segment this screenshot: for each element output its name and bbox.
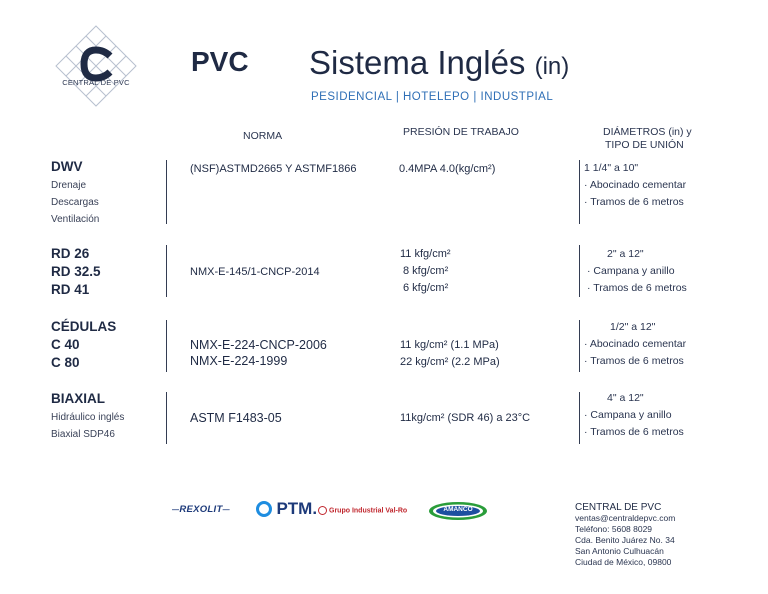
- contact-email[interactable]: ventas@centraldepvc.com: [575, 513, 676, 523]
- diam-line: · Abocinado cementar: [584, 179, 687, 191]
- section-biaxial: [0, 390, 768, 446]
- cedulas-norma: [190, 337, 327, 369]
- diam-line: 2" a 12": [607, 248, 644, 260]
- diam-line: · Tramos de 6 metros: [587, 282, 687, 294]
- divider: [579, 160, 580, 224]
- divider: [166, 320, 167, 372]
- biaxial-line: Hidráulico inglés: [51, 412, 125, 423]
- rexolit-logo: —REXOLIT—: [172, 504, 230, 515]
- pvc-heading: PVC: [191, 46, 249, 77]
- section-cedulas: [0, 318, 768, 374]
- contact-address-line: Ciudad de México, 09800: [575, 557, 672, 567]
- column-diametros-line2: TIPO DE UNIÓN: [605, 139, 684, 151]
- logo-text: CENTRAL DE PVC: [62, 78, 130, 87]
- cedulas-diametros: [584, 319, 686, 370]
- title-unit: (in): [534, 53, 570, 80]
- diam-line: · Campana y anillo: [587, 265, 675, 277]
- valro-circle-icon: [318, 506, 327, 515]
- cedulas-title: C 80: [51, 355, 80, 370]
- contact-phone: Teléfono: 5608 8029: [575, 524, 653, 534]
- valro-text: Grupo Industrial Val-Ro: [329, 507, 408, 515]
- divider: [579, 320, 580, 372]
- divider: [579, 245, 580, 297]
- column-diametros: [603, 126, 713, 152]
- norma-line: NMX-E-224-CNCP-2006: [190, 338, 327, 352]
- rd-norma: NMX-E-145/1-CNCP-2014: [190, 266, 320, 278]
- central-de-pvc-logo: [54, 24, 138, 108]
- rd-title: RD 32.5: [51, 264, 101, 279]
- amanco-logo: [428, 500, 488, 522]
- valro-logo: [318, 506, 407, 515]
- biaxial-lines: [51, 409, 124, 443]
- rexolit-text: REXOLIT: [179, 504, 223, 515]
- diam-line: 1 1/4" a 10": [584, 162, 639, 174]
- rd-title: RD 41: [51, 282, 90, 297]
- cedulas-title: CÉDULAS: [51, 319, 117, 334]
- biaxial-presion: 11kg/cm² (SDR 46) a 23°C: [400, 412, 531, 424]
- divider: [166, 245, 167, 297]
- section-dwv: [0, 158, 768, 230]
- ptm-ring-icon: [256, 501, 272, 517]
- rd-presion: [400, 246, 451, 297]
- column-norma: NORMA: [243, 130, 283, 142]
- biaxial-norma: ASTM F1483-05: [190, 411, 282, 425]
- norma-line: NMX-E-224-1999: [190, 354, 288, 368]
- dwv-presion: 0.4MPA 4.0(kg/cm²): [399, 163, 496, 175]
- column-presion: PRESIÓN DE TRABAJO: [403, 126, 519, 138]
- divider: [166, 160, 167, 224]
- dwv-line: Ventilación: [51, 214, 100, 225]
- dwv-line: Drenaje: [51, 180, 87, 191]
- biaxial-line: Biaxial SDP46: [51, 429, 115, 440]
- subtitle: PESIDENCIAL | HOTELEPO | INDUSTPIAL: [311, 91, 554, 103]
- cedulas-presion: [400, 337, 500, 371]
- dwv-line: Descargas: [51, 197, 99, 208]
- biaxial-title: BIAXIAL: [51, 391, 105, 406]
- ptm-logo: [256, 499, 317, 519]
- diam-line: 4" a 12": [607, 392, 644, 404]
- contact-block: [575, 502, 675, 568]
- ptm-text: PTM.: [276, 499, 318, 518]
- cedulas-title: C 40: [51, 337, 80, 352]
- rd-diametros: [587, 246, 687, 297]
- rd-title: RD 26: [51, 246, 90, 261]
- cedulas-titles: [51, 318, 116, 372]
- divider: [579, 392, 580, 444]
- section-rd: [0, 245, 768, 301]
- diam-line: · Tramos de 6 metros: [584, 426, 684, 438]
- presion-line: 6 kfg/cm²: [403, 282, 449, 294]
- brand-logos: [172, 498, 502, 526]
- contact-address-line: San Antonio Culhuacán: [575, 546, 664, 556]
- presion-line: 8 kfg/cm²: [403, 265, 449, 277]
- page-title: [309, 44, 569, 82]
- rd-titles: [51, 245, 101, 299]
- diam-line: · Campana y anillo: [584, 409, 672, 421]
- presion-line: 11 kfg/cm²: [400, 248, 451, 260]
- diam-line: · Tramos de 6 metros: [584, 355, 684, 367]
- column-diametros-line1: DIÁMETROS (in) y: [603, 126, 692, 138]
- diam-line: · Tramos de 6 metros: [584, 196, 684, 208]
- biaxial-diametros: [584, 390, 684, 441]
- dwv-lines: [51, 177, 99, 228]
- title-text: Sistema Inglés: [309, 44, 526, 81]
- diam-line: 1/2" a 12": [610, 321, 656, 333]
- dwv-norma: (NSF)ASTMD2665 Y ASTMF1866: [190, 163, 357, 175]
- contact-address-line: Cda. Benito Juárez No. 34: [575, 535, 675, 545]
- presion-line: 11 kg/cm² (1.1 MPa): [400, 339, 499, 351]
- dwv-diametros: [584, 160, 686, 211]
- divider: [166, 392, 167, 444]
- amanco-text: AMANCO: [443, 506, 473, 513]
- presion-line: 22 kg/cm² (2.2 MPa): [400, 356, 500, 368]
- dwv-title: DWV: [51, 159, 83, 174]
- contact-title: CENTRAL DE PVC: [575, 502, 662, 513]
- diam-line: · Abocinado cementar: [584, 338, 687, 350]
